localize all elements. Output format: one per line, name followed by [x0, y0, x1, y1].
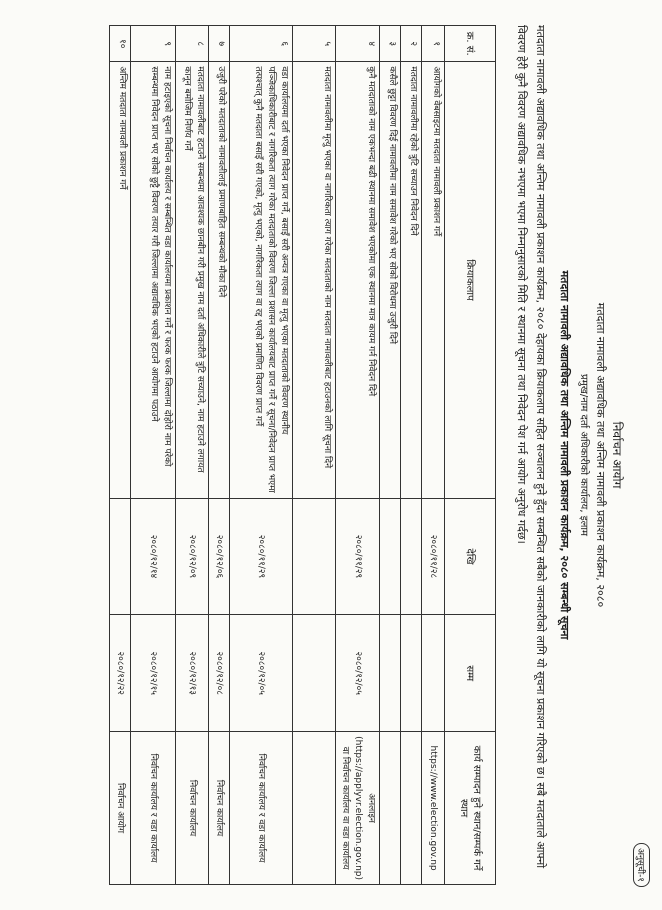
row-activity: उजुरी परेको मतदाताको नामावलीलाई प्रमाणबाहित सम्बन्धको मौका दिने [209, 62, 230, 498]
row-to: २०८०/१२/१३ [176, 615, 209, 732]
row-sn: ६ [230, 26, 293, 62]
row-from: २०८०/१२/०६ [209, 498, 230, 615]
table-row [422, 26, 445, 885]
program-title: मतदाता नामावली अद्यावधिक तथा अन्तिम नामावली प्रकाशन कार्यक्रम, २०८० [594, 302, 607, 608]
row-place: निर्वाचन कार्यालय र वडा कार्यालय [131, 732, 176, 885]
row-from [293, 498, 336, 615]
row-from [110, 498, 131, 615]
intro-paragraph: मतदाता नामावली अद्यावधिक तथा अन्तिम नामावली प्रकाशन कार्यक्रम, २०८० देहायका क्रियाकलाप सहित सञ्चालन हुने हुँदा सम्बन्धित सबैको जानकारीको लागि यो सूचना प्रकाशन गरिएको छ। सबै मतदाताले आफ्नो विवरण हेरी कुनै विवरण अद्यावधिक नभएमा भएमा निम्नानुसारको मिति र स्थानमा सूचना तथा निवेदन पेश गर्न आयोग अनुरोध गर्दछ। [515, 25, 547, 869]
row-to [293, 615, 336, 732]
table-row [110, 26, 131, 885]
row-activity: अन्तिम मतदाता नामावली प्रकाशन गर्ने [110, 62, 131, 498]
header-from: देखि [445, 498, 496, 615]
table-row [293, 26, 336, 885]
row-place: निर्वाचन आयोग [110, 732, 131, 885]
row-to [401, 615, 422, 732]
row-to: २०८०/१२/१५ [131, 615, 176, 732]
row-to: २०८०/१२/२२ [110, 615, 131, 732]
row-to [380, 615, 401, 732]
row-to: २०८०/१२/०८ [209, 615, 230, 732]
row-place [380, 732, 401, 885]
header-place: कार्य सम्पादन हुने स्थान/सम्पर्क गर्ने स्थान [445, 732, 496, 885]
row-sn: ७ [209, 26, 230, 62]
annex-label: अनुसूची-१ [633, 843, 650, 887]
row-from: २०८०/११/२८ [422, 498, 445, 615]
schedule-table [109, 25, 496, 885]
row-sn: ५ [293, 26, 336, 62]
row-place [401, 732, 422, 885]
office-title: प्रमुख/नाम दर्ता अधिकारीको कार्यालय, इलाम [578, 374, 589, 536]
row-activity: मतदाता नामावलीमा मृत्यु भएका वा नागरिकता त्याग गरेका मतदाताको नाम मतदाता नामावलीबाट हटाउनको लागि सूचना दिने [293, 62, 336, 498]
row-sn: ८ [176, 26, 209, 62]
row-activity: मतदाता नामावलीबाट हटाउने सम्बन्धमा आवश्यक छानबीन गरी प्रमुख नाम दर्ता अधिकारीले त्रुटि सच्याउने, नाम हटाउने लगायत कानून बमोजिम निर्णय गर्ने [176, 62, 209, 498]
row-place-link[interactable]: https://www.election.gov.np [422, 732, 445, 885]
row-place: निर्वाचन कार्यालय र वडा कार्यालय [230, 732, 293, 885]
row-activity: कुनै मतदाताको नाम एकभन्दा बढी स्थानमा समावेश भएकोमा एक स्थानमा मात्र कायम गर्न निवेदन दिने [336, 62, 380, 498]
table-row [401, 26, 422, 885]
row-activity: नाम हटाइएको सूचना निर्वाचन कार्यालय र सम्बन्धित वडा कार्यालयमा प्रकाशन गर्ने र फरक फरक जिल्लामा दोहोरो नाम परेको सम्बन्धमा निवेदन प्राप्त भए सोको छुट्टै विवरण तयार गरी जिल्लामा अद्यावधिक भएको हटाउने आयोगमा पठाउने [131, 62, 176, 498]
row-place: अनलाइन (https://applyvr.election.gov.np) वा निर्वाचन कार्यालय वा वडा कार्यालय [336, 732, 380, 885]
row-to [422, 615, 445, 732]
row-from [380, 498, 401, 615]
row-sn: २ [401, 26, 422, 62]
header-sn: क्र. सं. [445, 26, 496, 62]
row-sn: १० [110, 26, 131, 62]
row-place: निर्वाचन कार्यालय [176, 732, 209, 885]
row-from: २०८०/११/२९ [230, 498, 293, 615]
header-to: सम्म [445, 615, 496, 732]
table-row [209, 26, 230, 885]
row-activity: मतदाता नामावलीमा रहेको त्रुटि सच्याउन निवेदन दिने [401, 62, 422, 498]
row-sn: १ [422, 26, 445, 62]
row-activity: आयोगको वेबसाइटमा मतदाता नामावली प्रकाशन गर्ने [422, 62, 445, 498]
notice-title: मतदाता नामावली अद्यावधिक तथा अन्तिम नामावली प्रकाशन कार्यक्रम, २०८० सम्बन्धी सूचना [558, 270, 571, 640]
row-sn: ४ [336, 26, 380, 62]
row-sn: ३ [380, 26, 401, 62]
table-row [131, 26, 176, 885]
table-row [230, 26, 293, 885]
row-place [293, 732, 336, 885]
row-from: २०८०/१२/१४ [131, 498, 176, 615]
row-activity: कसैले छुट्टा विवरण दिई नामावलीमा नाम समावेश गरेको भए सोको विरोधमा उजुरी दिने [380, 62, 401, 498]
header-activity: क्रियाकलाप [445, 62, 496, 498]
org-title: निर्वाचन आयोग [610, 421, 624, 489]
row-sn: ९ [131, 26, 176, 62]
row-from [401, 498, 422, 615]
rotated-notice [14, 15, 654, 895]
row-to: २०८०/१२/०५ [336, 615, 380, 732]
row-place: निर्वाचन कार्यालय [209, 732, 230, 885]
table-row [176, 26, 209, 885]
table-header-row [445, 26, 496, 885]
table-row [336, 26, 380, 885]
row-to: २०८०/१२/०५ [230, 615, 293, 732]
row-from: २०८०/११/२९ [336, 498, 380, 615]
row-from: २०८०/१२/०९ [176, 498, 209, 615]
table-row [380, 26, 401, 885]
row-activity: वडा कार्यालयमा दर्ता भएका निवेदन प्राप्त गर्ने, बसाइँ सरी अन्यत्र गएका वा मृत्यु भएका मतदाताको विवरण स्थानीय पञ्जिकाधिकारीबाट र नागरिकता त्याग गरेका मतदाताको विवरण जिल्ला प्रशासन कार्यालयबाट प्राप्त गर्ने र सूचना/निवेदन प्राप्त भएमा तत्पश्चात् कुनै मतदाता बसाइँ सरी गएको, मृत्यु भएको, नागरिकता त्याग वा रद्द भएको प्रमाणित विवरण प्राप्त गर्ने [230, 62, 293, 498]
